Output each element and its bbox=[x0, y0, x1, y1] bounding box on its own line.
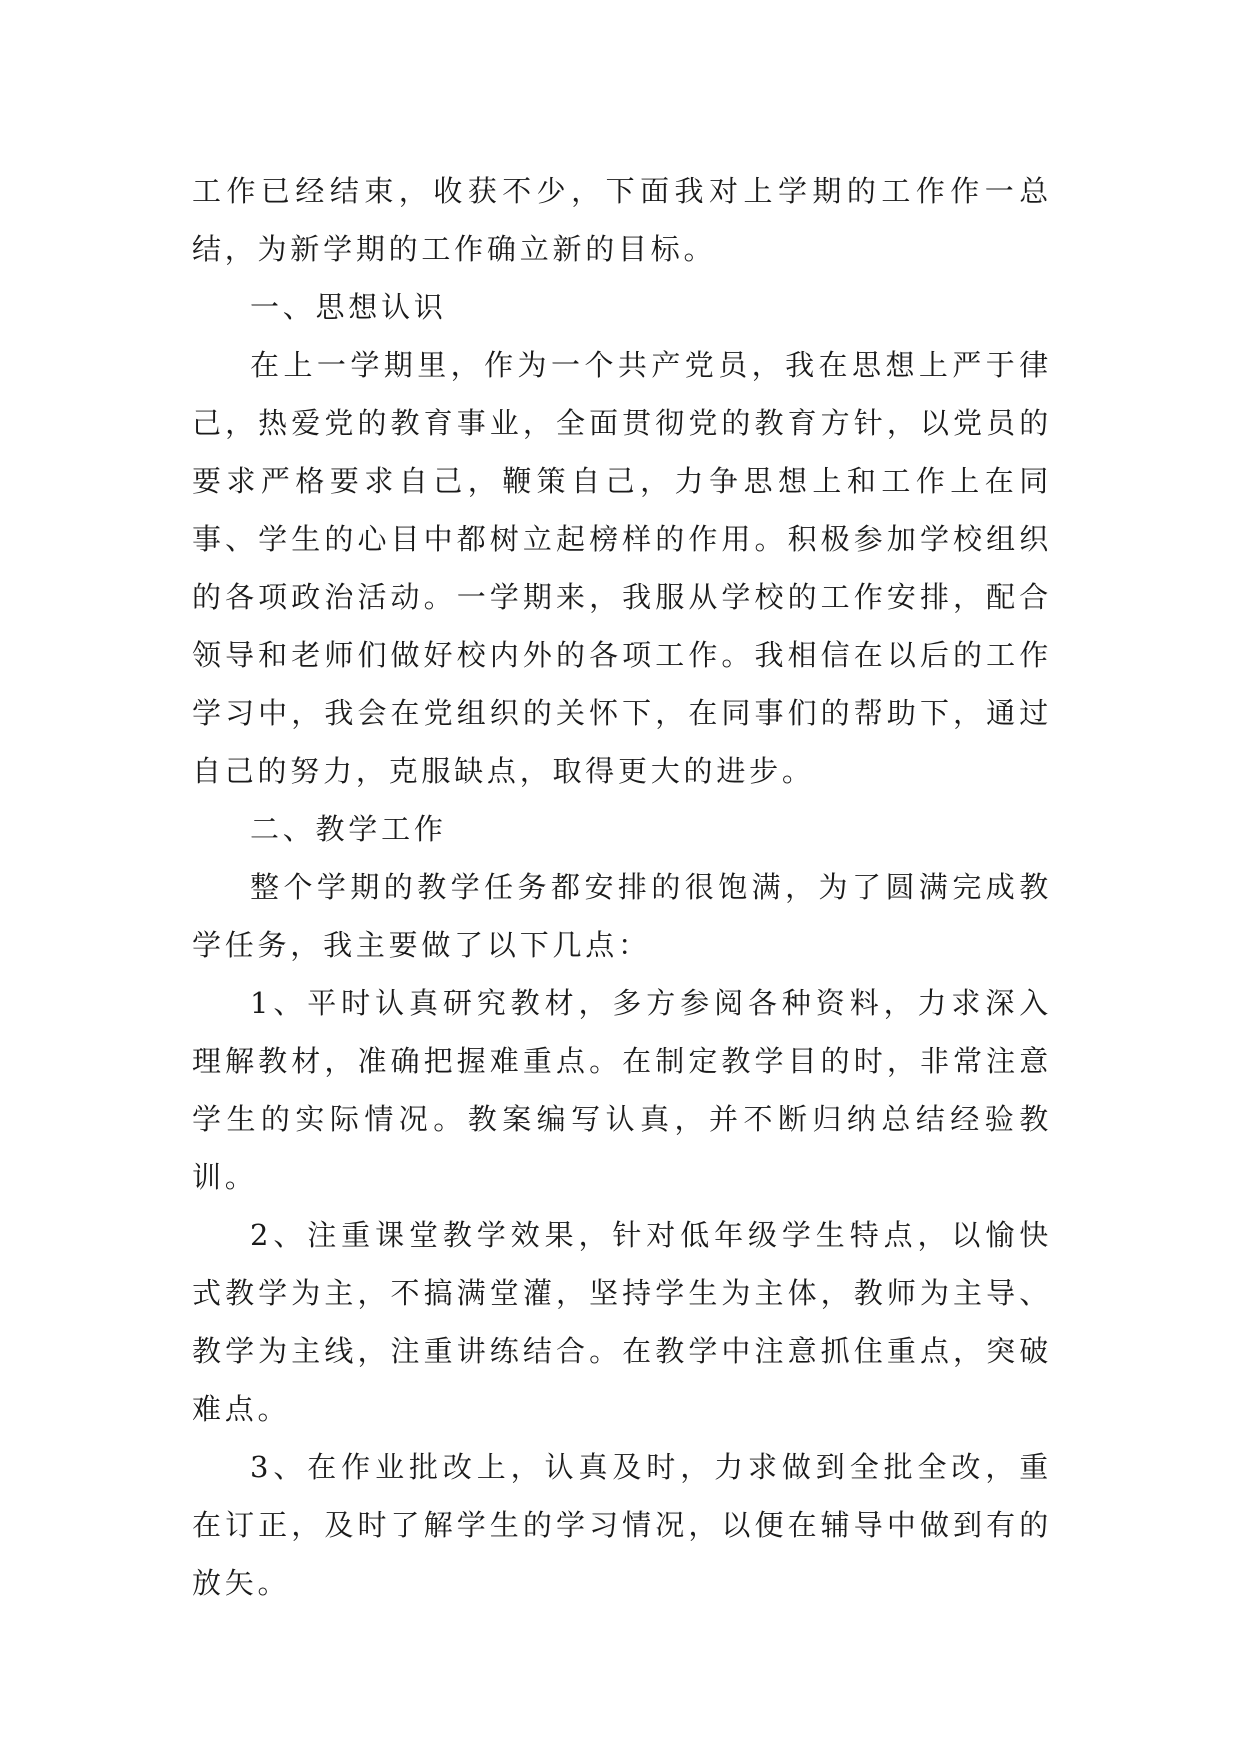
paragraph-point-3: 3、在作业批改上，认真及时，力求做到全批全改，重在订正，及时了解学生的学习情况，以便在辅导中做到有的放矢。 bbox=[192, 1450, 1052, 1600]
paragraph-ideology: 在上一学期里，作为一个共产党员，我在思想上严于律己，热爱党的教育事业，全面贯彻党的教育方针，以党员的要求严格要求自己，鞭策自己，力争思想上和工作上在同事、学生的心目中都树立起榜样的作用。积极参加学校组织的各项政治活动。一学期来，我服从学校的工作安排，配合领导和老师们做好校内外的各项工作。我相信在以后的工作学习中，我会在党组织的关怀下，在同事们的帮助下，通过自己的努力，克服缺点，取得更大的进步。 bbox=[192, 348, 1052, 788]
paragraph-intro: 工作已经结束，收获不少，下面我对上学期的工作作一总结，为新学期的工作确立新的目标。 bbox=[192, 174, 1052, 266]
paragraph-teaching-intro: 整个学期的教学任务都安排的很饱满，为了圆满完成教学任务，我主要做了以下几点： bbox=[192, 870, 1052, 962]
paragraph-point-2: 2、注重课堂教学效果，针对低年级学生特点，以愉快式教学为主，不搞满堂灌，坚持学生为主体，教师为主导、教学为主线，注重讲练结合。在教学中注意抓住重点，突破难点。 bbox=[192, 1218, 1052, 1426]
heading-ideology: 一、思想认识 bbox=[250, 290, 447, 324]
heading-teaching: 二、教学工作 bbox=[250, 812, 447, 846]
document-body bbox=[192, 162, 1052, 1612]
paragraph-point-1: 1、平时认真研究教材，多方参阅各种资料，力求深入理解教材，准确把握难重点。在制定教学目的时，非常注意学生的实际情况。教案编写认真，并不断归纳总结经验教训。 bbox=[192, 986, 1052, 1194]
